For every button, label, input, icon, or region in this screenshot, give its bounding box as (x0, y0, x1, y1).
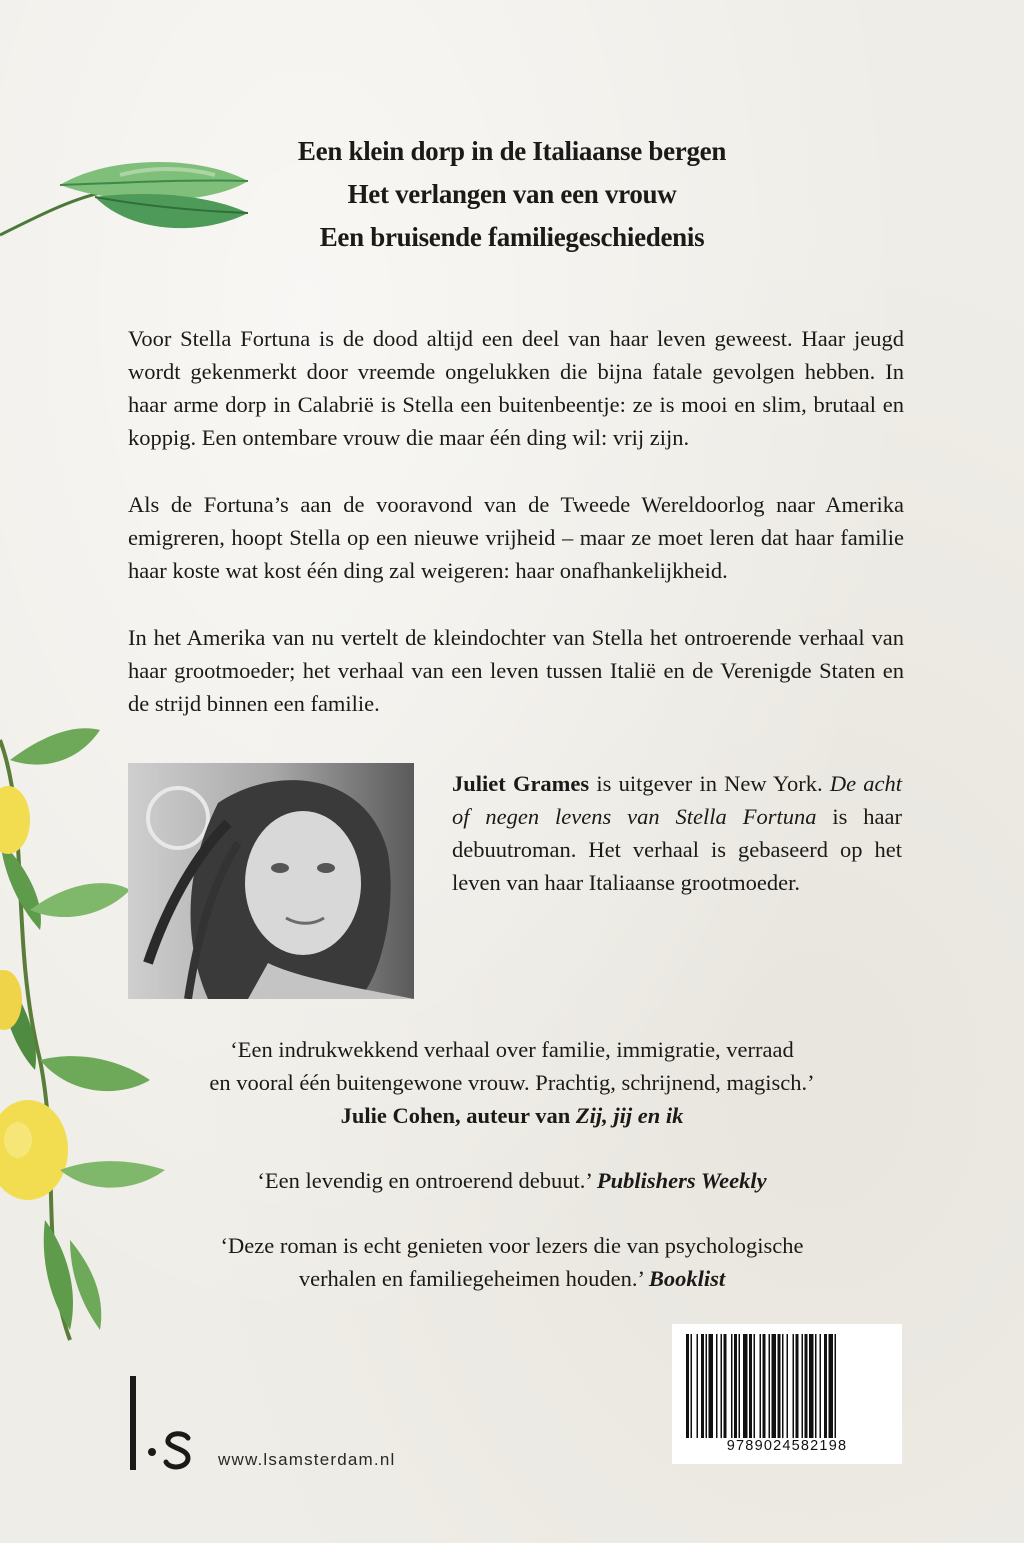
barcode-bar (731, 1334, 733, 1438)
barcode-bar (716, 1334, 718, 1438)
publisher-logo (126, 1376, 206, 1472)
tagline-2: Het verlangen van een vrouw (347, 179, 677, 209)
author-photo (128, 763, 414, 999)
quote-1-line-1: ‘Een indrukwekkend verhaal over familie, immigratie, verraad (230, 1037, 794, 1062)
barcode-bar (760, 1334, 762, 1438)
blurb-paragraph-2: Als de Fortuna’s aan de vooravond van de Tweede Wereldoorlog naar Amerika emigreren, hoopt Stella op een nieuwe vrijheid – maar ze moet leren dat haar familie haar koste wat kost één ding zal weigeren: haar onafhankelijkheid. (128, 492, 904, 583)
barcode-bar (724, 1334, 727, 1438)
barcode-bar (805, 1334, 808, 1438)
tagline-1: Een klein dorp in de Italiaanse bergen (297, 136, 727, 166)
quote-3-line-2: verhalen en familiegeheimen houden.’ (298, 1266, 649, 1291)
barcode-bar (706, 1334, 708, 1438)
barcode (672, 1324, 902, 1464)
blurb-paragraph-3: In het Amerika van nu vertelt de kleindochter van Stella het ontroerende verhaal van haar grootmoeder; het verhaal van een leven tussen Italië en de Verenigde Staten en de strijd binnen een familie. (128, 625, 904, 716)
quote-2-text: ‘Een levendig en ontroerend debuut.’ (257, 1168, 597, 1193)
barcode-bar (809, 1334, 814, 1438)
barcode-bar (739, 1334, 741, 1438)
isbn-number: 9789024582198 (726, 1438, 848, 1454)
barcode-bar (701, 1334, 704, 1438)
barcode-bar (824, 1334, 827, 1438)
barcode-bar (829, 1334, 834, 1438)
quote-3-source: Booklist (648, 1266, 726, 1291)
quote-1-source-title: Zij, jij en ik (575, 1103, 684, 1128)
barcode-bar (815, 1334, 817, 1438)
tagline-3: Een bruisende familiegeschiedenis (319, 222, 705, 252)
author-bio-text-1: is uitgever in New York. (589, 771, 830, 796)
barcode-bar (743, 1334, 748, 1438)
barcode-bar (763, 1334, 766, 1438)
quote-1-source: Julie Cohen, auteur van (340, 1103, 576, 1128)
barcode-bar (778, 1334, 781, 1438)
quote-1 (0, 1033, 1024, 1132)
book-title: De acht of negen levens van Stella Fortuna (452, 771, 902, 829)
quote-1-line-2: en vooral één buitengewone vrouw. Prachtig, schrijnend, magisch.’ (209, 1070, 815, 1095)
quote-2 (0, 1164, 1024, 1197)
barcode-bar (802, 1334, 804, 1438)
barcode-bar (749, 1334, 752, 1438)
barcode-bar (709, 1334, 714, 1438)
author-name: Juliet Grames (452, 771, 590, 796)
barcode-bar (734, 1334, 737, 1438)
barcode-bar (769, 1334, 771, 1438)
quote-2-source: Publishers Weekly (596, 1168, 767, 1193)
publisher-url: www.lsamsterdam.nl (218, 1450, 396, 1469)
barcode-bar (835, 1334, 837, 1438)
author-bio-text-2: is haar debuutroman. Het verhaal is gebaseerd op het leven van haar Italiaanse grootmoeder. (452, 804, 902, 895)
barcode-bar (721, 1334, 723, 1438)
barcode-bar (787, 1334, 789, 1438)
barcode-bar (796, 1334, 799, 1438)
barcode-bar (782, 1334, 784, 1438)
barcode-bar (686, 1334, 689, 1438)
author-bio (452, 767, 902, 899)
quote-3 (0, 1229, 1024, 1295)
barcode-bar (820, 1334, 822, 1438)
barcode-bar (772, 1334, 777, 1438)
barcode-bar (691, 1334, 693, 1438)
barcode-bar (697, 1334, 699, 1438)
blurb-paragraph-1: Voor Stella Fortuna is de dood altijd een deel van haar leven geweest. Haar jeugd wordt gekenmerkt door vreemde ongelukken die bijna fatale gevolgen hebben. In haar arme dorp in Calabrië is Stella een buitenbeentje: ze is mooi en slim, brutaal en koppig. Een ontembare vrouw die maar één ding wil: vrij zijn. (128, 326, 904, 450)
barcode-bars (682, 1334, 892, 1438)
barcode-bar (793, 1334, 795, 1438)
quote-3-line-1: ‘Deze roman is echt genieten voor lezers die van psychologische (220, 1233, 804, 1258)
barcode-bar (754, 1334, 756, 1438)
